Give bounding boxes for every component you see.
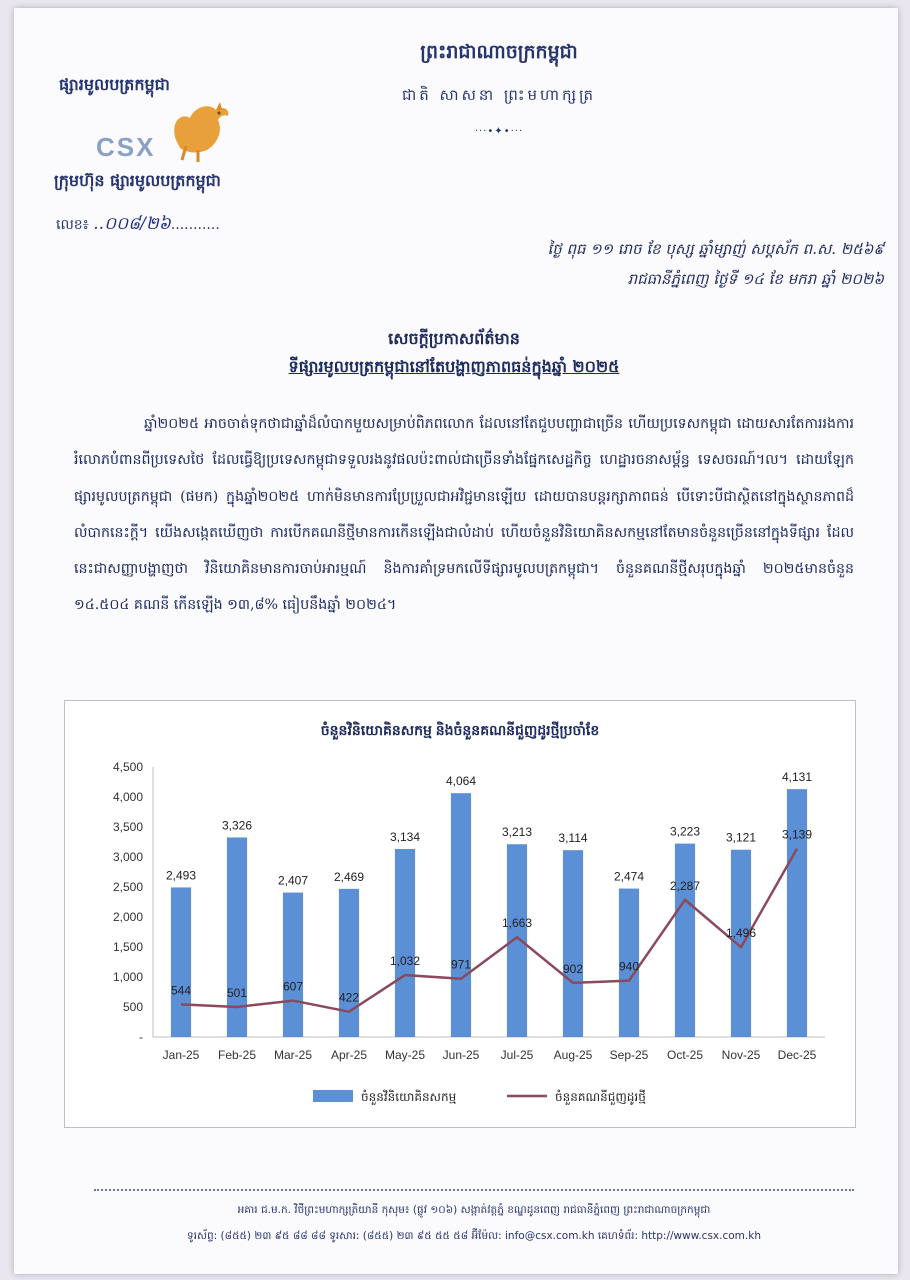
bar-data-label: 2,474 xyxy=(613,869,645,884)
line-data-label: 607 xyxy=(282,979,304,994)
x-tick-label: Jul-25 xyxy=(500,1048,534,1062)
footer-address: អគារ ជ.ម.ក. វិថីព្រះមហាក្សត្រិយានី កុសុម៖ (ផ្លូវ ១០៦) សង្កាត់វត្តភ្នំ ខណ្ឌដូនពេញ រាជធានីភ្នំពេញ ព្រះរាជាណាចក្រកម្ពុជា xyxy=(237,1204,711,1216)
y-tick-label: 4,000 xyxy=(112,790,143,804)
reference-value: ..០០៨/២៦ xyxy=(93,214,171,234)
line-data-label: 422 xyxy=(338,990,360,1005)
company-name: ក្រុមហ៊ុន ផ្សារមូលបត្រកម្ពុជា xyxy=(54,171,221,190)
bar-data-label: 2,469 xyxy=(333,869,365,884)
bar-active-investors xyxy=(395,849,415,1037)
y-tick-label: 3,000 xyxy=(112,850,143,864)
bar-data-label: 4,064 xyxy=(445,774,477,789)
bar-active-investors xyxy=(339,889,359,1037)
bar-data-label: 3,213 xyxy=(501,825,533,840)
bar-data-label: 3,114 xyxy=(558,831,588,846)
x-tick-label: Mar-25 xyxy=(273,1048,313,1062)
reference-dots: ........... xyxy=(170,217,220,233)
footer-divider xyxy=(94,1189,854,1191)
x-tick-label: Sep-25 xyxy=(609,1048,649,1062)
y-tick-label: - xyxy=(139,1030,143,1044)
line-data-label: 1,663 xyxy=(501,916,533,931)
org-name-khmer: ផ្សារមូលបត្រកម្ពុជា xyxy=(59,75,170,94)
y-tick-label: 2,500 xyxy=(112,880,143,894)
bar-data-label: 2,493 xyxy=(165,868,197,883)
y-tick-label: 1,000 xyxy=(112,970,143,984)
bar-active-investors xyxy=(171,887,191,1037)
x-tick-label: Nov-25 xyxy=(721,1048,761,1062)
footer-contact: ទូរស័ព្ទ: (៨៥៥) ២៣ ៩៥ ៨៨ ៨៨ ទូរសារ: (៨៥៥) ២៣ ៩៥ ៥៥ ៥៨ អ៊ីម៉ែល: info@csx.com.kh គេហទំព័រ: http://www.csx.com.kh xyxy=(187,1230,761,1242)
bar-data-label: 3,223 xyxy=(669,824,701,839)
rooster-logo-icon xyxy=(164,94,234,164)
x-tick-label: Jun-25 xyxy=(442,1048,480,1062)
line-data-label: 544 xyxy=(170,983,192,998)
national-motto: ជាតិ សាសនា ព្រះមហាក្សត្រ xyxy=(401,86,597,104)
kingdom-heading: ព្រះរាជាណាចក្រកម្ពុជា xyxy=(420,41,578,63)
legend-label-bars: ចំនួនវិនិយោគិនសកម្ម xyxy=(361,1090,457,1104)
place-date: រាជធានីភ្នំពេញ ថ្ងៃទី ១៤ ខែ មករា ឆ្នាំ ២០២៦ xyxy=(627,270,884,288)
y-tick-label: 500 xyxy=(122,1000,143,1014)
bar-data-label: 3,326 xyxy=(221,818,253,833)
x-tick-label: Oct-25 xyxy=(666,1048,704,1062)
legend-label-line: ចំនួនគណនីជួញដូរថ្មី xyxy=(555,1090,646,1104)
announcement-title: សេចក្តីប្រកាសព័ត៌មាន xyxy=(388,329,520,348)
line-data-label: 1,496 xyxy=(725,926,757,941)
bar-data-label: 2,407 xyxy=(277,873,309,888)
document-page xyxy=(14,8,898,1274)
bar-active-investors xyxy=(507,844,527,1037)
bar-active-investors xyxy=(283,893,303,1037)
body-paragraph: ឆ្នាំ២០២៥ អាចចាត់ទុកថាជាឆ្នាំដ៏លំបាកមួយសម្រាប់ពិភពលោក ដែលនៅតែជួបបញ្ហាជាច្រើន ហើយប្រទេសកម្ពុជា ដោយសារតែការរងការរំលោភបំពានពីប្រទេសថៃ ដែលធ្វើឱ្យប្រទេសកម្ពុជាទទួលរងនូវផលប៉ះពាល់ជាច្រើនទាំងផ្នែកសេដ្ឋកិច្ច ហេដ្ឋារចនាសម្ព័ន្ធ ទេសចរណ៍។ល។ ដោយឡែក ផ្សារមូលបត្រកម្ពុជា (ផមក) ក្នុងឆ្នាំ២០២៥ ហាក់មិនមានការប្រែប្រួលជាអវិជ្ជមានឡើយ ដោយបានបន្តរក្សាភាពធន់ បើទោះបីជាស្ថិតនៅក្នុងស្ថានភាពដ៏លំបាកនេះក្តី។ យើងសង្កេតឃើញថា ការបើកគណនីថ្មីមានការកើនឡើងជាលំដាប់ ហើយចំនួនវិនិយោគិនសកម្មនៅតែមានចំនួនច្រើននៅក្នុងទីផ្សារ ដែលនេះជាសញ្ញាបង្ហាញថា វិនិយោគិនមានការចាប់អារម្មណ៍ និងការគាំទ្រមកលើទីផ្សារមូលបត្រកម្ពុជា។ ចំនួនគណនីថ្មីសរុបក្នុងឆ្នាំ ២០២៥មានចំនួន ១៤.៥០៤ គណនី កើនឡើង ១៣,៨% ធៀបនឹងឆ្នាំ ២០២៤។ xyxy=(74,416,854,614)
y-tick-label: 4,500 xyxy=(112,760,143,774)
announcement-subtitle: ទីផ្សារមូលបត្រកម្ពុជានៅតែបង្ហាញភាពធន់ក្នុងឆ្នាំ ២០២៥ xyxy=(288,357,620,376)
x-tick-label: Apr-25 xyxy=(330,1048,368,1062)
lunar-date: ថ្ងៃ ពុធ ១១ រោច ខែ បុស្ស ឆ្នាំម្សាញ់ សប្តស័ក ព.ស. ២៥៦៩ xyxy=(547,240,884,258)
bar-active-investors xyxy=(731,850,751,1037)
bar-active-investors xyxy=(675,844,695,1037)
line-data-label: 3,139 xyxy=(781,827,813,842)
line-new-accounts xyxy=(181,849,797,1012)
x-tick-label: Dec-25 xyxy=(777,1048,817,1062)
x-tick-label: Jan-25 xyxy=(162,1048,200,1062)
line-data-label: 971 xyxy=(450,957,472,972)
reference-number xyxy=(56,213,286,238)
chart-title: ចំនួនវិនិយោគិនសកម្ម និងចំនួនគណនីជួញដូរថ្មីប្រចាំខែ xyxy=(320,722,600,738)
bar-data-label: 3,121 xyxy=(725,830,757,845)
reference-label: លេខ៖ xyxy=(56,217,94,233)
csx-logo-text: CSX xyxy=(96,132,156,162)
bar-active-investors xyxy=(563,850,583,1037)
y-tick-label: 3,500 xyxy=(112,820,143,834)
line-data-label: 902 xyxy=(562,961,584,976)
combo-chart xyxy=(65,701,855,1127)
x-tick-label: Feb-25 xyxy=(217,1048,257,1062)
line-data-label: 501 xyxy=(226,985,248,1000)
chart-container xyxy=(64,700,856,1128)
bar-active-investors xyxy=(451,793,471,1037)
bar-data-label: 3,134 xyxy=(389,829,421,844)
bar-data-label: 4,131 xyxy=(781,770,813,785)
line-data-label: 1,032 xyxy=(389,954,421,969)
legend-swatch-bars xyxy=(313,1090,353,1102)
x-tick-label: Aug-25 xyxy=(553,1048,593,1062)
y-tick-label: 2,000 xyxy=(112,910,143,924)
motto-ornament: ···•✦•··· xyxy=(474,126,524,137)
line-data-label: 940 xyxy=(618,959,640,974)
line-data-label: 2,287 xyxy=(669,878,701,893)
bar-active-investors xyxy=(787,789,807,1037)
x-tick-label: May-25 xyxy=(384,1048,426,1062)
y-tick-label: 1,500 xyxy=(112,940,143,954)
